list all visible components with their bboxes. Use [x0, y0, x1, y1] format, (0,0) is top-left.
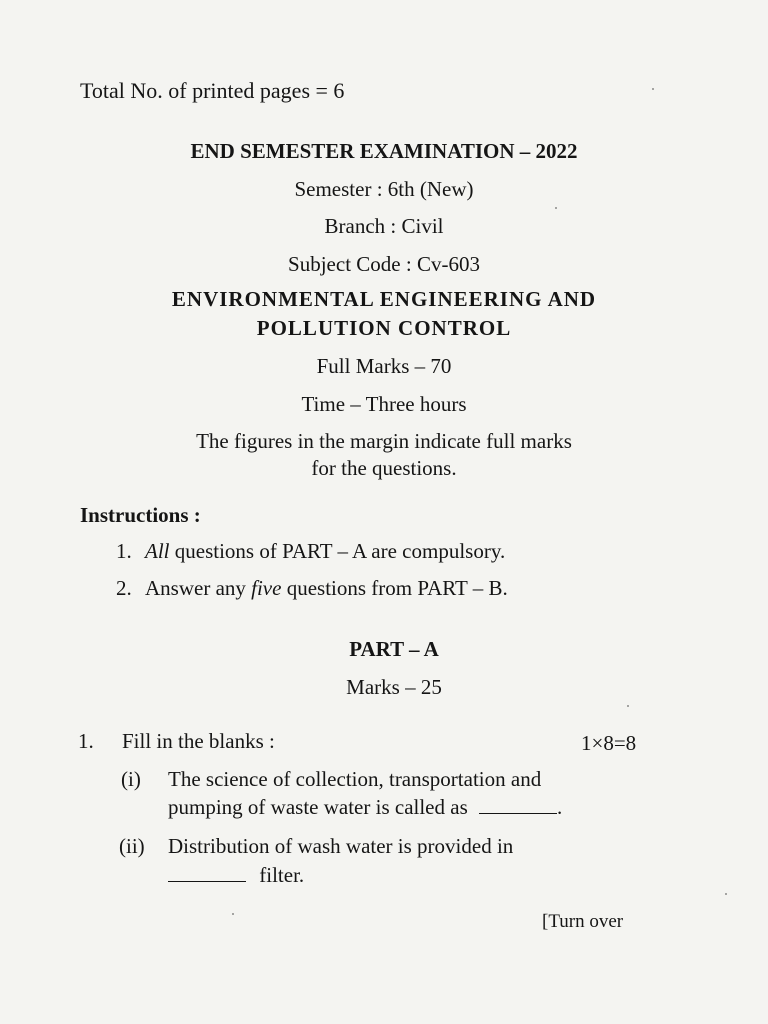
- instruction-emphasis: five: [251, 576, 282, 600]
- instruction-item-2: [116, 576, 508, 601]
- turn-over: [Turn over: [542, 911, 624, 932]
- instruction-text: questions of PART – A are compulsory.: [169, 539, 506, 563]
- scan-speck: [725, 893, 727, 895]
- time-allowed: Time – Three hours: [301, 392, 467, 416]
- sub-question-ii-line2: [168, 863, 304, 888]
- answer-blank: [479, 811, 557, 814]
- instruction-text: Answer any: [145, 576, 252, 600]
- instruction-number: 1.: [116, 539, 132, 563]
- full-marks: Full Marks – 70: [316, 354, 452, 378]
- sub-question-ii-line1: Distribution of wash water is provided in: [168, 834, 514, 858]
- scan-speck: [652, 88, 654, 90]
- question-marks: 1×8=8: [581, 731, 637, 755]
- instruction-emphasis: All: [145, 539, 170, 563]
- semester: Semester : 6th (New): [294, 177, 474, 201]
- part-a-title: PART – A: [349, 637, 439, 661]
- subject-title-line2: POLLUTION CONTROL: [256, 316, 512, 340]
- margin-note-line2: for the questions.: [311, 456, 457, 480]
- sub-question-text: filter.: [259, 863, 305, 887]
- sub-question-end: .: [557, 795, 563, 819]
- question-number: 1.: [78, 729, 94, 753]
- sub-question-i-line1: The science of collection, transportation and: [168, 767, 542, 791]
- scan-speck: [232, 913, 234, 915]
- instructions-heading: Instructions :: [80, 503, 201, 527]
- sub-question-label: (ii): [119, 834, 145, 858]
- instruction-text: questions from PART – B.: [281, 576, 508, 600]
- branch: Branch : Civil: [324, 214, 444, 238]
- sub-question-label: (i): [121, 767, 141, 791]
- sub-question-i-line2: [168, 795, 562, 820]
- subject-title-line1: ENVIRONMENTAL ENGINEERING AND: [171, 287, 597, 311]
- exam-title: END SEMESTER EXAMINATION – 2022: [190, 139, 578, 163]
- sub-question-text: pumping of waste water is called as: [168, 795, 468, 819]
- instruction-number: 2.: [116, 576, 132, 600]
- instruction-item-1: [116, 539, 505, 564]
- part-a-marks: Marks – 25: [346, 675, 442, 699]
- margin-note-line1: The figures in the margin indicate full marks: [196, 429, 572, 453]
- total-pages: Total No. of printed pages = 6: [80, 78, 345, 103]
- question-prompt: Fill in the blanks :: [122, 729, 275, 753]
- scan-speck: [555, 207, 557, 209]
- answer-blank: [168, 879, 246, 882]
- scan-speck: [627, 705, 629, 707]
- subject-code: Subject Code : Cv-603: [288, 252, 480, 276]
